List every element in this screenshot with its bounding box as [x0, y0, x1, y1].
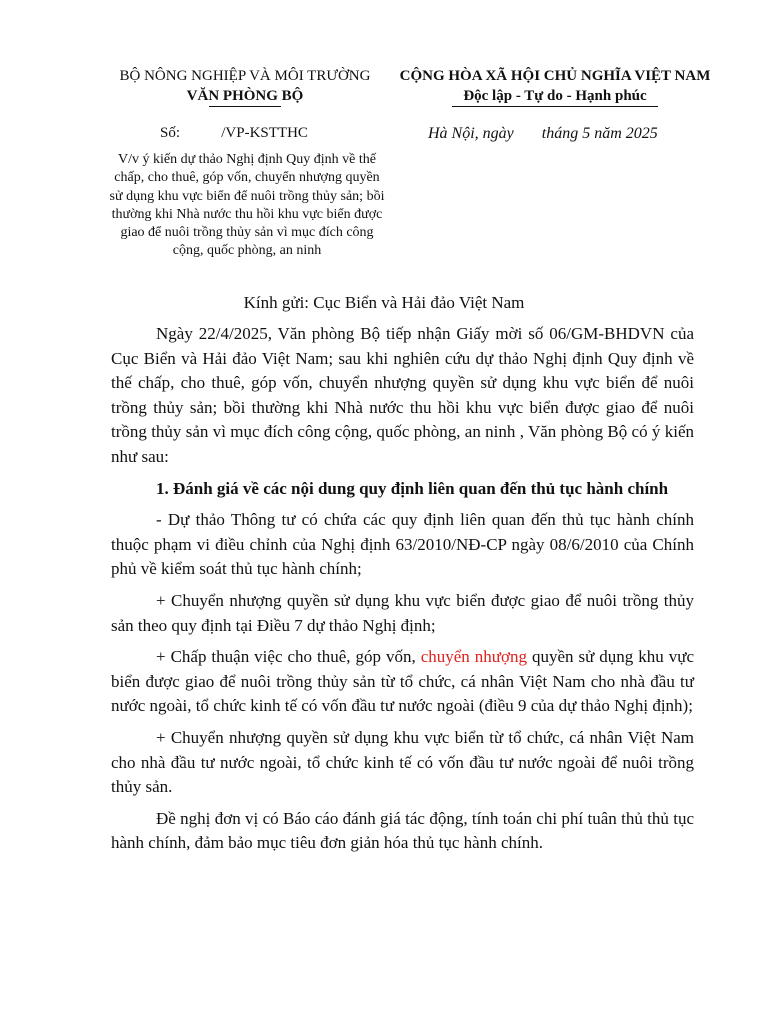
- highlighted-term: chuyển nhượng: [420, 647, 527, 667]
- section-1-heading: 1. Đánh giá về các nội dung quy định liên quan đến thủ tục hành chính: [156, 478, 669, 498]
- national-header: [380, 66, 730, 107]
- intro-paragraph: Ngày 22/4/2025, Văn phòng Bộ tiếp nhận Giấy mời số 06/GM-BHDVN của Cục Biển và Hải đảo Việt Nam; sau khi nghiên cứu dự thảo Nghị định Quy định về thế chấp, cho thuê, góp vốn, chuyển nhượng quyền sử dụng khu vực biển để nuôi trồng thủy sản; bồi thường khi Nhà nước thu hồi khu vực biển được giao để nuôi trồng thủy sản vì mục đích công cộng, quốc phòng, an ninh , Văn phòng Bộ có ý kiến như sau:: [111, 324, 694, 466]
- issuer-header: [100, 66, 390, 107]
- recipient-line: Kính gửi: Cục Biển và Hải đảo Việt Nam: [243, 293, 525, 312]
- paragraph-transfer-article-7: + Chuyển nhượng quyền sử dụng khu vực biển được giao để nuôi trồng thủy sản theo quy định tại Điều 7 dự thảo Nghị định;: [111, 590, 694, 635]
- office-name: VĂN PHÒNG BỘ: [186, 88, 304, 104]
- para3-text-before: + Chấp thuận việc cho thuê, góp vốn,: [156, 647, 421, 667]
- issuer-underline: [209, 106, 281, 107]
- paragraph-scope: - Dự thảo Thông tư có chứa các quy định liên quan đến thủ tục hành chính thuộc phạm vi điều chỉnh của Nghị định 63/2010/NĐ-CP ngày 08/6/2010 của Chính phủ về kiểm soát thủ tục hành chính;: [111, 510, 694, 579]
- paragraph-recommendation: Đề nghị đơn vị có Báo cáo đánh giá tác động, tính toán chi phí tuân thủ thủ tục hành chính, đảm bảo mục tiêu đơn giản hóa thủ tục hành chính.: [111, 808, 694, 853]
- agency-name: BỘ NÔNG NGHIỆP VÀ MÔI TRƯỜNG: [119, 68, 371, 84]
- place-and-date: Hà Nội, ngày tháng 5 năm 2025: [428, 125, 658, 142]
- paragraph-approval-article-9: [111, 645, 694, 719]
- document-subject: V/v ý kiến dự thảo Nghị định Quy định về thế chấp, cho thuê, góp vốn, chuyển nhượng quyền sử dụng khu vực biển để nuôi trồng thủy sản; bồi thường khi Nhà nước thu hồi khu vực biển được giao để nuôi trồng thủy sản vì mục đích công cộng, quốc phòng, an ninh: [109, 152, 385, 259]
- national-motto: Độc lập - Tự do - Hạnh phúc: [463, 88, 647, 104]
- document-body: [111, 322, 694, 863]
- document-number: Số: /VP-KSTTHC: [160, 125, 308, 141]
- motto-underline: [452, 106, 658, 107]
- para3-text-after: quyền sử dụng khu vực biển được giao để nuôi trồng thủy sản từ tổ chức, cá nhân Việt Nam cho nhà đầu tư nước ngoài, tổ chức kinh tế có vốn đầu tư nước ngoài (điều 9 của dự thảo Nghị định);: [111, 647, 695, 716]
- paragraph-foreign-transfer: + Chuyển nhượng quyền sử dụng khu vực biển từ tổ chức, cá nhân Việt Nam cho nhà đầu tư nước ngoài, tổ chức kinh tế có vốn đầu tư nước ngoài để nuôi trồng thủy sản.: [111, 727, 694, 797]
- nation-name: CỘNG HÒA XÃ HỘI CHỦ NGHĨA VIỆT NAM: [399, 68, 711, 84]
